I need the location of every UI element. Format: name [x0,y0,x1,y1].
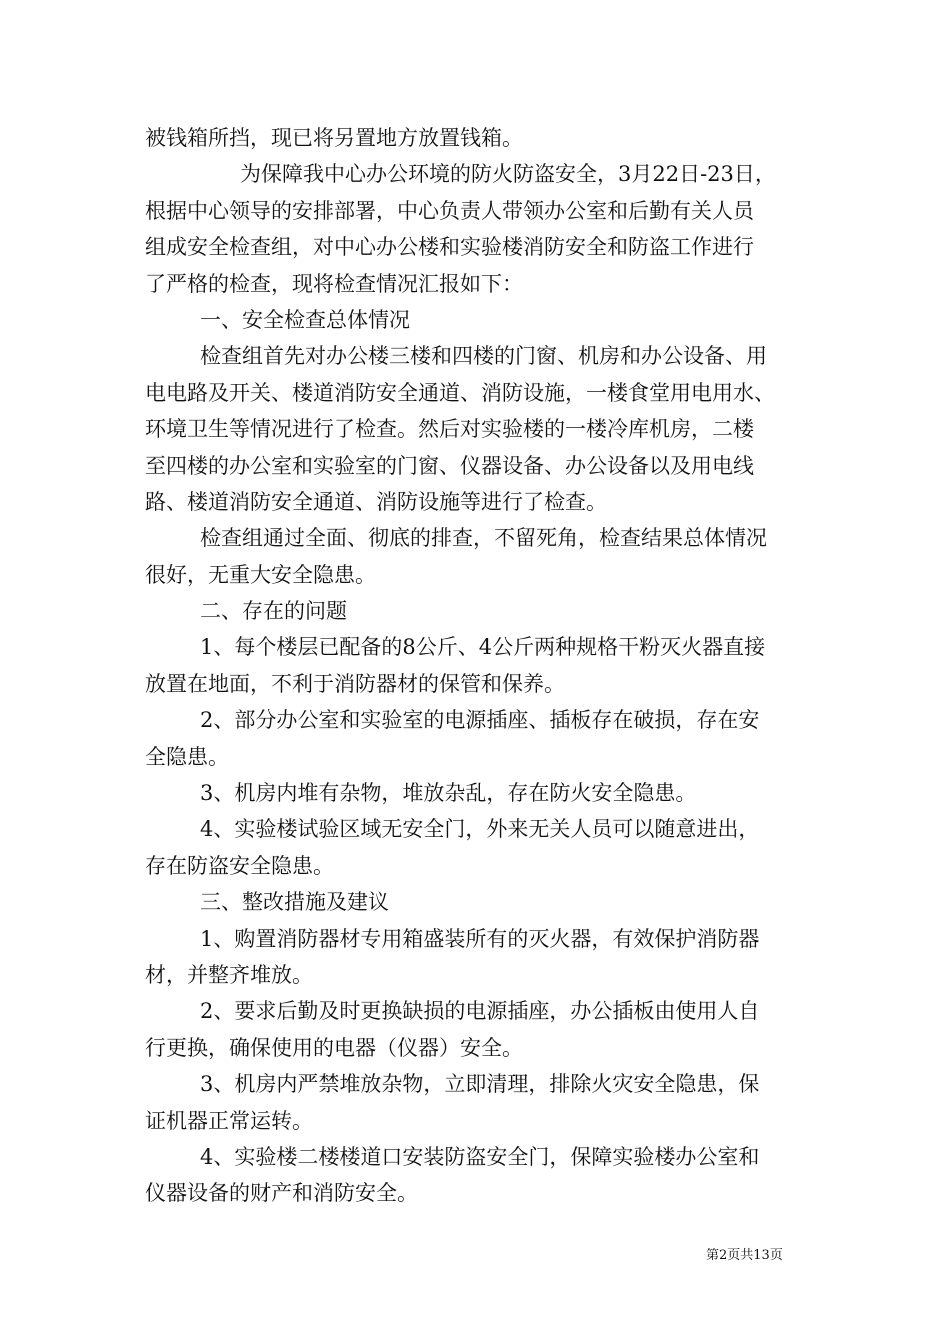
text-line: 被钱箱所挡，现已将另置地方放置钱箱。 [145,126,523,150]
text-line: 行更换，确保使用的电器（仪器）安全。 [145,1035,523,1060]
text-line: 材，并整齐堆放。 [145,962,313,987]
text-line: 放置在地面，不利于消防器材的保管和保养。 [145,671,565,696]
text-line: 电电路及开关、楼道消防安全通道、消防设施，一楼食堂用电用水、 [145,380,775,405]
text-line: 存在防盗安全隐患。 [145,853,334,878]
text-line: 很好，无重大安全隐患。 [145,562,376,587]
text-line: 3、机房内严禁堆放杂物，立即清理，排除火灾安全隐患，保 [200,1072,760,1097]
document-body [145,120,815,1212]
text-line: 1、购置消防器材专用箱盛装所有的灭火器，有效保护消防器 [200,926,760,951]
text-line: 检查组首先对办公楼三楼和四楼的门窗、机房和办公设备、用 [200,344,767,369]
section-heading: 二、存在的问题 [200,599,347,624]
text-line: 全隐患。 [145,744,229,769]
section-heading: 三、整改措施及建议 [200,890,389,915]
text-line: 2、部分办公室和实验室的电源插座、插板存在破损，存在安 [200,708,760,733]
text-line: 1、每个楼层已配备的8公斤、4公斤两种规格干粉灭火器直接 [200,635,766,660]
text-line: 环境卫生等情况进行了检查。然后对实验楼的一楼冷库机房，二楼 [145,417,754,442]
text-line: 检查组通过全面、彻底的排查，不留死角，检查结果总体情况 [200,526,767,551]
text-line: 至四楼的办公室和实验室的门窗、仪器设备、办公设备以及用电线 [145,453,754,478]
text-line: 路、楼道消防安全通道、消防设施等进行了检查。 [145,489,607,514]
text-line: 了严格的检查，现将检查情况汇报如下： [145,271,523,296]
text-line: 4、实验楼试验区域无安全门，外来无关人员可以随意进出， [200,817,760,842]
page-number-footer: 第2页共13页 [706,1248,783,1263]
text-line: 2、要求后勤及时更换缺损的电源插座，办公插板由使用人自 [200,999,760,1024]
text-line: 组成安全检查组，对中心办公楼和实验楼消防安全和防盗工作进行 [145,235,754,260]
text-line: 证机器正常运转。 [145,1108,313,1133]
text-line: 为保障我中心办公环境的防火防盗安全，3月22日-23日， [240,162,776,187]
text-line: 仪器设备的财产和消防安全。 [145,1181,418,1206]
text-line: 4、实验楼二楼楼道口安装防盗安全门，保障实验楼办公室和 [200,1144,760,1169]
text-line: 3、机房内堆有杂物，堆放杂乱，存在防火安全隐患。 [200,781,697,806]
section-heading: 一、安全检查总体情况 [200,307,410,332]
text-line: 根据中心领导的安排部署，中心负责人带领办公室和后勤有关人员 [145,198,754,223]
